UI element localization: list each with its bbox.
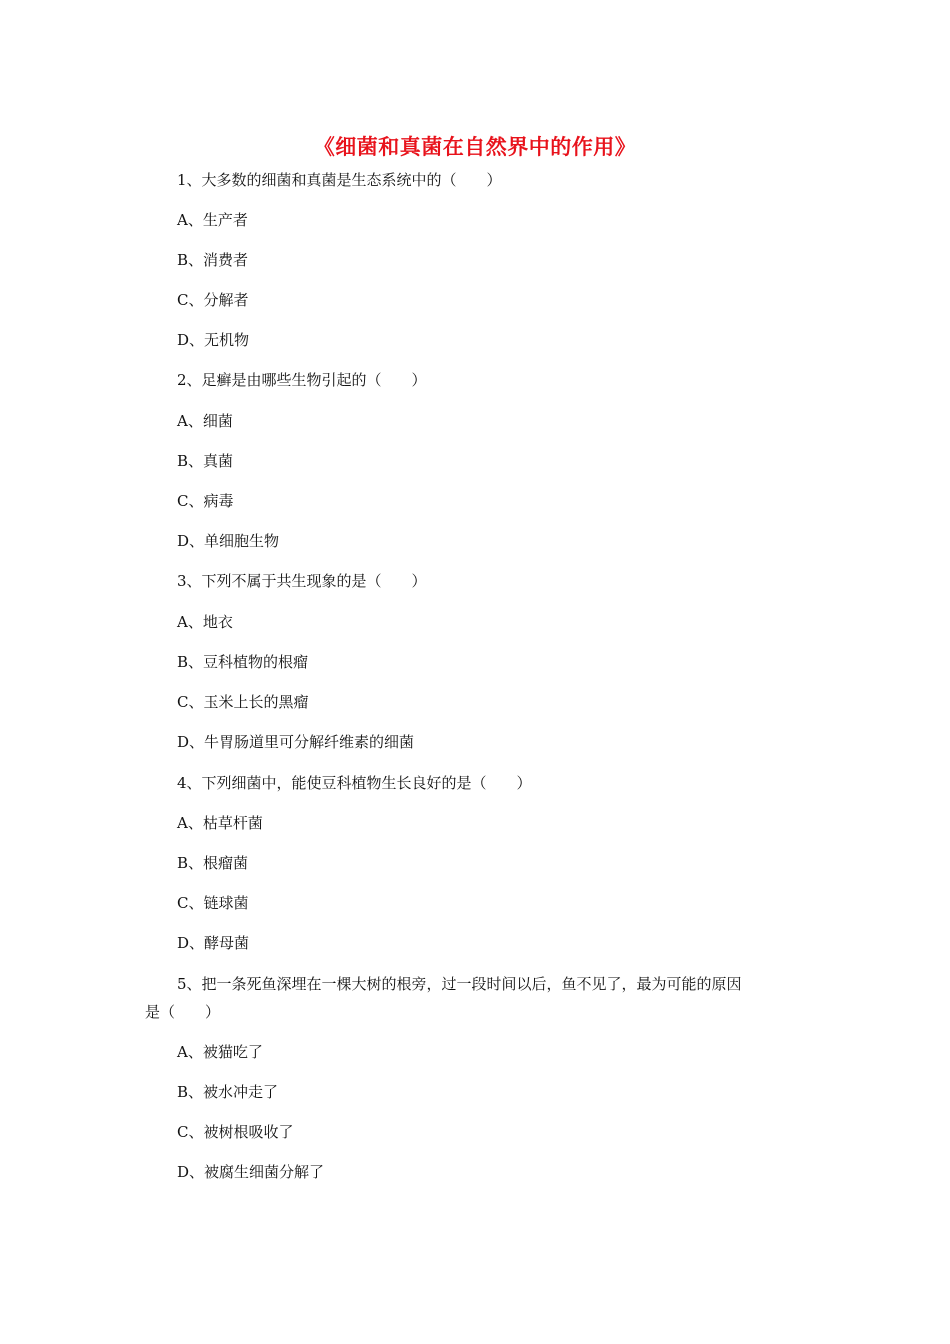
question-5-option-b: B、被水冲走了: [177, 1083, 279, 1101]
document-title: 《细菌和真菌在自然界中的作用》: [313, 134, 637, 159]
question-4-option-d: D、酵母菌: [177, 934, 250, 952]
question-3-option-c: C、玉米上长的黑瘤: [177, 693, 309, 711]
question-3-option-b: B、豆科植物的根瘤: [177, 653, 309, 671]
question-3-stem: 3、下列不属于共生现象的是（ ）: [177, 572, 427, 590]
question-2-option-a: A、细菌: [177, 412, 233, 430]
question-5-stem-continuation: 是（ ）: [145, 1003, 221, 1021]
question-5-stem: 5、把一条死鱼深埋在一棵大树的根旁，过一段时间以后，鱼不见了，最为可能的原因: [177, 975, 742, 993]
question-3-option-a: A、地衣: [177, 613, 233, 631]
question-2-stem: 2、足癣是由哪些生物引起的（ ）: [177, 371, 427, 389]
question-2-option-b: B、真菌: [177, 452, 234, 470]
question-5-option-d: D、被腐生细菌分解了: [177, 1163, 325, 1181]
question-2-option-d: D、单细胞生物: [177, 532, 280, 550]
question-1-stem: 1、大多数的细菌和真菌是生态系统中的（ ）: [177, 171, 502, 189]
question-3-option-d: D、牛胃肠道里可分解纤维素的细菌: [177, 733, 415, 751]
question-4-stem: 4、下列细菌中，能使豆科植物生长良好的是（ ）: [177, 774, 532, 792]
question-2-option-c: C、病毒: [177, 492, 234, 510]
question-1-option-b: B、消费者: [177, 251, 249, 269]
question-1-option-d: D、无机物: [177, 331, 250, 349]
question-5-option-a: A、被猫吃了: [177, 1043, 263, 1061]
question-1-option-c: C、分解者: [177, 291, 249, 309]
question-5-option-c: C、被树根吸收了: [177, 1123, 294, 1141]
question-4-option-c: C、链球菌: [177, 894, 249, 912]
question-1-option-a: A、生产者: [177, 211, 248, 229]
question-4-option-b: B、根瘤菌: [177, 854, 249, 872]
question-4-option-a: A、枯草杆菌: [177, 814, 263, 832]
